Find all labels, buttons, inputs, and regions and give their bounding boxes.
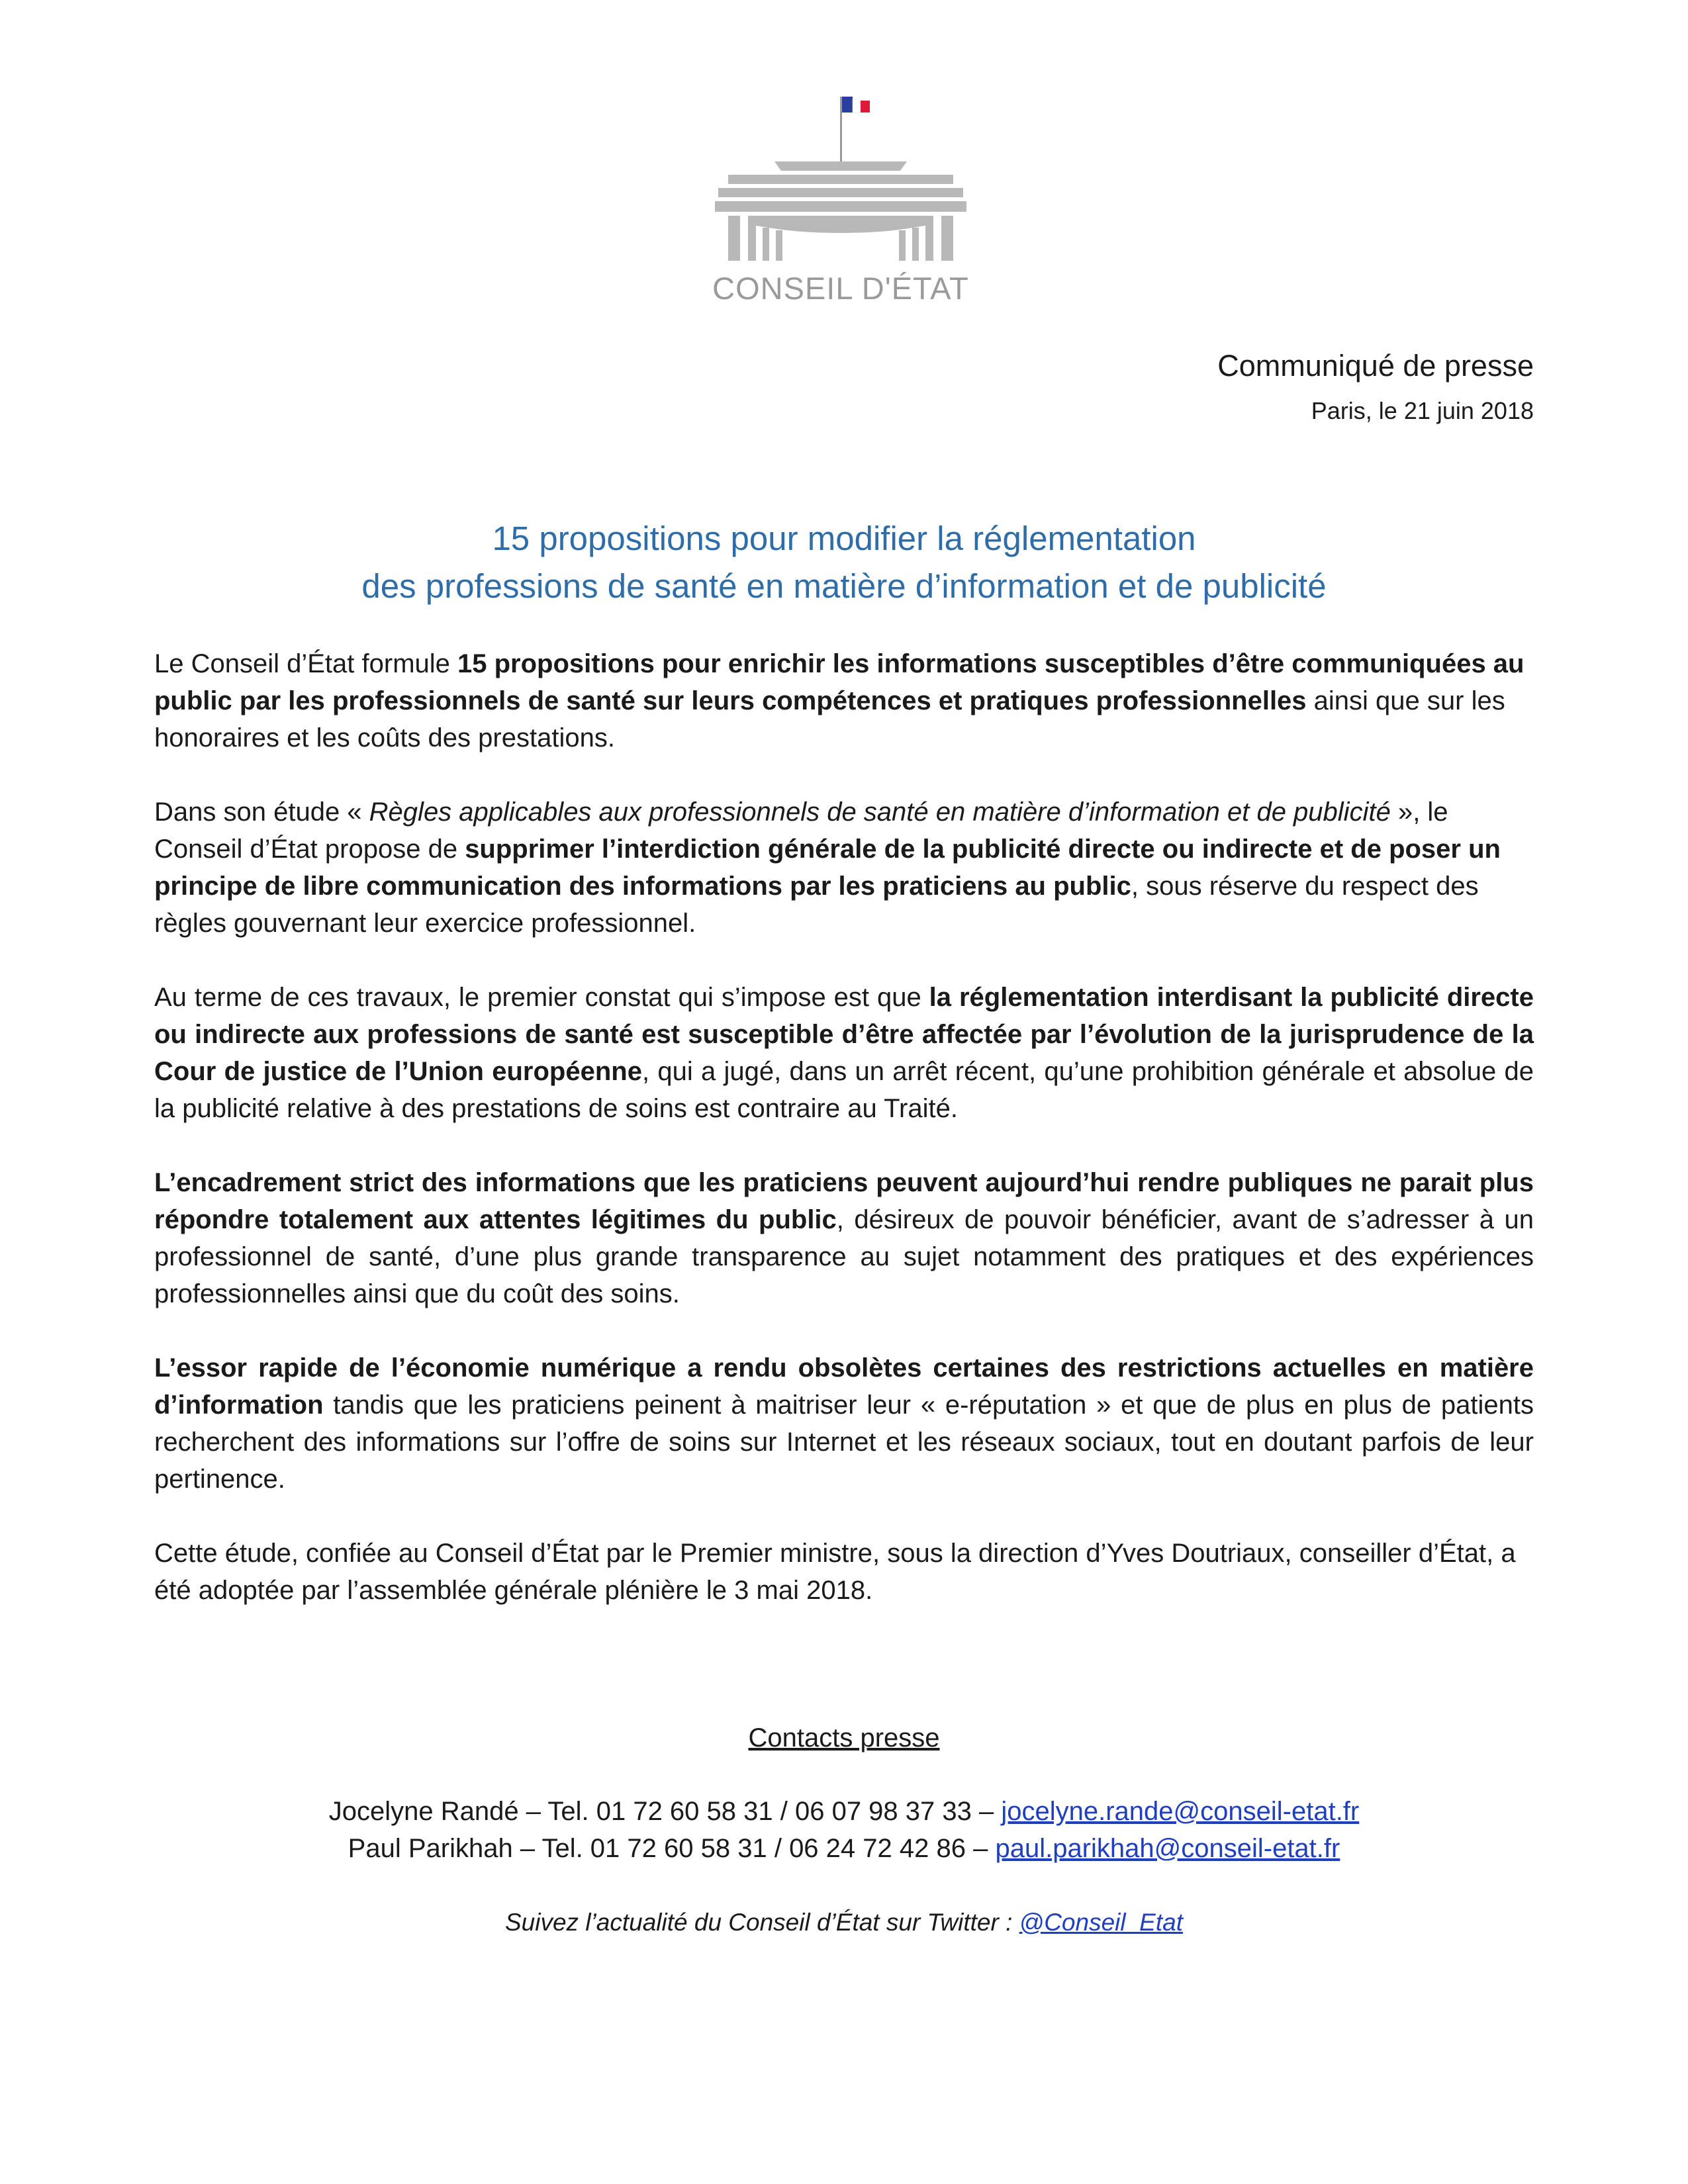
conseil-etat-building-icon [702, 93, 980, 271]
bold-run: la réglementation interdisant la publicité directe ou indirecte aux professions de santé est susceptible d’être affectée par l’évolution de la jurisprudence de la Cour de justice de l’Union européenne [154, 983, 1534, 1086]
text-run: , qui a jugé, dans un arrêt récent, qu’une prohibition générale et absolue de la publicité relative à des prestations de soins est contraire au Traité. [154, 1057, 1534, 1123]
title-line-1: 15 propositions pour modifier la réglementation [492, 520, 1196, 557]
study-title: Règles applicables aux professionnels de santé en matière d’information et de publicité [369, 797, 1391, 827]
paragraph-2 [154, 794, 1534, 942]
twitter-follow [0, 1904, 1688, 1941]
document-date: Paris, le 21 juin 2018 [1311, 397, 1534, 424]
text-run: », le Conseil d’État propose de [154, 797, 1448, 864]
bold-run: supprimer l’interdiction générale de la publicité directe ou indirecte et de poser un principe de libre communication des informations par les praticiens au public [154, 835, 1501, 901]
text-run: tandis que les praticiens peinent à maitriser leur « e-réputation » et que de plus en plus de patients recherchent des informations sur l’offre de soins sur Internet et les réseaux sociaux, tout en doutant parfois de leur pertinence. [154, 1390, 1534, 1494]
paragraph-5 [154, 1349, 1534, 1498]
title-line-2: des professions de santé en matière d’information et de publicité [361, 567, 1327, 605]
text-run: Cette étude, confiée au Conseil d’État par le Premier ministre, sous la direction d’Yves Doutriaux, conseiller d’État, a été adoptée par l’assemblée générale plénière le 3 mai 2018. [154, 1539, 1516, 1605]
contacts-list [0, 1793, 1688, 1867]
press-release-body [154, 645, 1534, 1646]
text-run: ainsi que sur les honoraires et les coûts des prestations. [154, 686, 1505, 752]
contact-details: Paul Parikhah – Tel. 01 72 60 58 31 / 06 24 72 42 86 – [348, 1834, 996, 1863]
contact-paul-parikhah [0, 1830, 1688, 1867]
text-run: Le Conseil d’État formule [154, 649, 458, 678]
twitter-link[interactable]: @Conseil_Etat [1019, 1909, 1183, 1936]
conseil-etat-logo [702, 93, 980, 311]
bold-run: L’encadrement strict des informations que les praticiens peuvent aujourd’hui rendre publiques ne parait plus répondre totalement aux attentes légitimes du public [154, 1168, 1534, 1234]
paragraph-4 [154, 1164, 1534, 1312]
contact-details: Jocelyne Randé – Tel. 01 72 60 58 31 / 06 07 98 37 33 – [328, 1797, 1002, 1826]
text-run: , désireux de pouvoir bénéficier, avant de s’adresser à un professionnel de santé, d’une plus grande transparence au sujet notamment des pratiques et des expériences professionnelles ainsi que du coût des soins. [154, 1205, 1534, 1308]
bold-run: 15 propositions pour enrichir les informations susceptibles d’être communiquées au public par les professionnels de santé sur leurs compétences et pratiques professionnelles [154, 649, 1524, 715]
paragraph-6 [154, 1535, 1534, 1609]
page-title [154, 515, 1534, 610]
logo-wordmark: CONSEIL D'ÉTAT [712, 271, 969, 306]
text-run: Au terme de ces travaux, le premier constat qui s’impose est que [154, 983, 929, 1012]
bold-run: L’essor rapide de l’économie numérique a rendu obsolètes certaines des restrictions actuelles en matière d’information [154, 1353, 1534, 1420]
follow-text: Suivez l’actualité du Conseil d’État sur Twitter : [505, 1909, 1019, 1936]
contact-jocelyne-rande [0, 1793, 1688, 1830]
document-type: Communiqué de presse [1217, 349, 1534, 383]
paragraph-1 [154, 645, 1534, 756]
email-link[interactable]: jocelyne.rande@conseil-etat.fr [1001, 1797, 1360, 1826]
paragraph-3 [154, 979, 1534, 1127]
text-run: Dans son étude « [154, 797, 369, 827]
text-run: , sous réserve du respect des règles gouvernant leur exercice professionnel. [154, 872, 1479, 938]
email-link[interactable]: paul.parikhah@conseil-etat.fr [995, 1834, 1340, 1863]
contacts-title: Contacts presse [748, 1723, 940, 1752]
